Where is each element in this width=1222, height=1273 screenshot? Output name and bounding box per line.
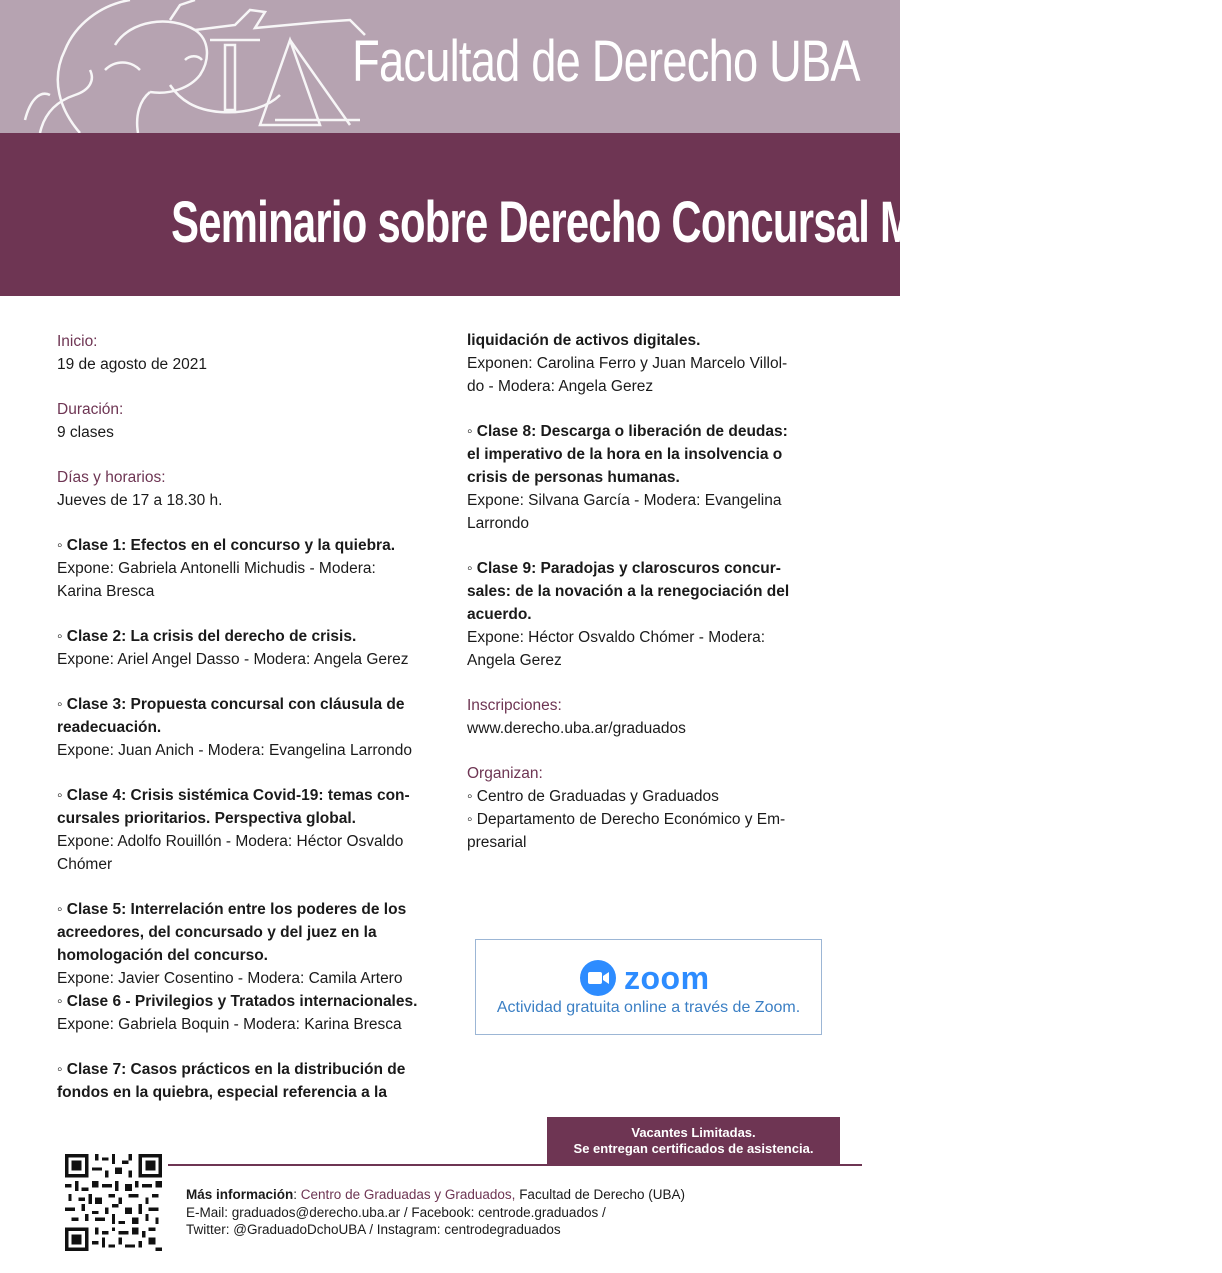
clase-7-speakers-cont: do - Modera: Angela Gerez: [467, 378, 654, 395]
clase-2: [57, 625, 442, 671]
clase-7-title-cont-2: liquidación de activos digitales.: [467, 332, 701, 349]
organizan-label: Organizan:: [467, 765, 543, 782]
clase-6-title: ◦ Clase 6 - Privilegios y Tratados internacionales.: [57, 993, 418, 1010]
zoom-wordmark: zoom: [624, 960, 710, 996]
clase-5: [57, 898, 442, 990]
clase-7-continued: [467, 329, 827, 398]
inscripciones-block: [467, 694, 827, 740]
clase-1-speakers-cont: Karina Bresca: [57, 583, 155, 600]
clase-9-speakers-cont: Angela Gerez: [467, 652, 562, 669]
clase-3-title: ◦ Clase 3: Propuesta concursal con cláusula de: [57, 696, 405, 713]
centro-link[interactable]: Centro de Graduadas y Graduados,: [300, 1187, 516, 1202]
clase-8-speakers: Expone: Silvana García - Modera: Evangelina: [467, 492, 782, 509]
footer-line-1: [186, 1186, 685, 1204]
inicio-label: Inicio:: [57, 333, 98, 350]
clase-3: [57, 693, 442, 762]
mas-info-label: Más información: [186, 1187, 294, 1202]
clase-8-title-cont-2: crisis de personas humanas.: [467, 469, 680, 486]
clase-7: [57, 1058, 442, 1104]
duracion-value: 9 clases: [57, 424, 114, 441]
clase-1-title: ◦ Clase 1: Efectos en el concurso y la quiebra.: [57, 537, 396, 554]
clase-4-title: ◦ Clase 4: Crisis sistémica Covid-19: temas con-: [57, 787, 410, 804]
clase-9: [467, 557, 827, 672]
facultad-text: Facultad de Derecho (UBA): [515, 1187, 686, 1202]
clase-8-speakers-cont: Larrondo: [467, 515, 530, 532]
clase-4-speakers: Expone: Adolfo Rouillón - Modera: Héctor Osvaldo: [57, 833, 404, 850]
clase-6: [57, 990, 442, 1036]
zoom-logo: [580, 960, 710, 996]
clase-5-title: ◦ Clase 5: Interrelación entre los poderes de los: [57, 901, 407, 918]
clase-5-speakers: Expone: Javier Cosentino - Modera: Camila Artero: [57, 970, 403, 987]
footer-contact: [186, 1186, 685, 1239]
zoom-caption: Actividad gratuita online a través de Zoom.: [496, 999, 801, 1016]
organizer-item: ◦ Departamento de Derecho Económico y Em-: [467, 811, 786, 828]
inscripciones-label: Inscripciones:: [467, 697, 562, 714]
dias-value: Jueves de 17 a 18.30 h.: [57, 492, 223, 509]
inicio-value: 19 de agosto de 2021: [57, 356, 207, 373]
clase-8-title-cont: el imperativo de la hora en la insolvencia o: [467, 446, 783, 463]
clase-1: [57, 534, 442, 603]
vacantes-box: [547, 1117, 840, 1164]
clase-7-speakers: Exponen: Carolina Ferro y Juan Marcelo Villol-: [467, 355, 788, 372]
inicio-block: [57, 330, 442, 376]
seminar-title-text: Seminario sobre Derecho Concursal Moderno: [171, 190, 1052, 255]
dias-label: Días y horarios:: [57, 469, 166, 486]
duracion-label: Duración:: [57, 401, 124, 418]
organizer-item: ◦ Centro de Graduadas y Graduados: [467, 788, 719, 805]
clase-4-speakers-cont: Chómer: [57, 856, 113, 873]
zoom-box: [475, 939, 822, 1035]
inscripciones-url[interactable]: www.derecho.uba.ar/graduados: [467, 720, 686, 737]
clase-2-speakers: Expone: Ariel Angel Dasso - Modera: Angela Gerez: [57, 651, 409, 668]
qr-code[interactable]: [65, 1154, 162, 1251]
organizan-block: [467, 762, 827, 854]
clase-7-title-cont: fondos en la quiebra, especial referencia a la: [57, 1084, 387, 1101]
footer-divider: [168, 1164, 862, 1166]
clase-9-title-cont-2: acuerdo.: [467, 606, 532, 623]
clase-3-speakers: Expone: Juan Anich - Modera: Evangelina Larrondo: [57, 742, 413, 759]
vacantes-line-2: Se entregan certificados de asistencia.: [573, 1141, 814, 1156]
header-banner: [0, 0, 900, 133]
clase-9-title-cont: sales: de la novación a la renegociación del: [467, 583, 790, 600]
seminar-title: [0, 188, 1052, 258]
right-column: [467, 329, 827, 876]
clase-8-title: ◦ Clase 8: Descarga o liberación de deudas:: [467, 423, 788, 440]
clase-5-title-cont: acreedores, del concursado y del juez en la: [57, 924, 377, 941]
duracion-block: [57, 398, 442, 444]
clase-4: [57, 784, 442, 876]
justice-figure-illustration: [20, 0, 400, 133]
faculty-title: Facultad de Derecho UBA: [352, 29, 860, 94]
vacantes-line-1: Vacantes Limitadas.: [631, 1125, 756, 1140]
footer-colon: :: [293, 1187, 301, 1202]
clase-3-title-cont: readecuación.: [57, 719, 162, 736]
left-column: [57, 330, 442, 1126]
organizer-item-cont: presarial: [467, 834, 527, 851]
dias-block: [57, 466, 442, 512]
clase-9-title: ◦ Clase 9: Paradojas y claroscuros concur-: [467, 560, 781, 577]
clase-9-speakers: Expone: Héctor Osvaldo Chómer - Modera:: [467, 629, 766, 646]
clase-5-title-cont-2: homologación del concurso.: [57, 947, 268, 964]
clase-4-title-cont: cursales prioritarios. Perspectiva global.: [57, 810, 356, 827]
footer-line-3: Twitter: @GraduadoDchoUBA / Instagram: centrodegraduados: [186, 1222, 561, 1237]
clase-8: [467, 420, 827, 535]
clase-7-title: ◦ Clase 7: Casos prácticos en la distribución de: [57, 1061, 406, 1078]
clase-1-speakers: Expone: Gabriela Antonelli Michudis - Modera:: [57, 560, 376, 577]
clase-6-speakers: Expone: Gabriela Boquin - Modera: Karina Bresca: [57, 1016, 402, 1033]
clase-2-title: ◦ Clase 2: La crisis del derecho de crisis.: [57, 628, 357, 645]
zoom-camera-icon: [580, 960, 616, 996]
footer-line-2: E-Mail: graduados@derecho.uba.ar / Facebook: centrode.graduados /: [186, 1204, 606, 1220]
